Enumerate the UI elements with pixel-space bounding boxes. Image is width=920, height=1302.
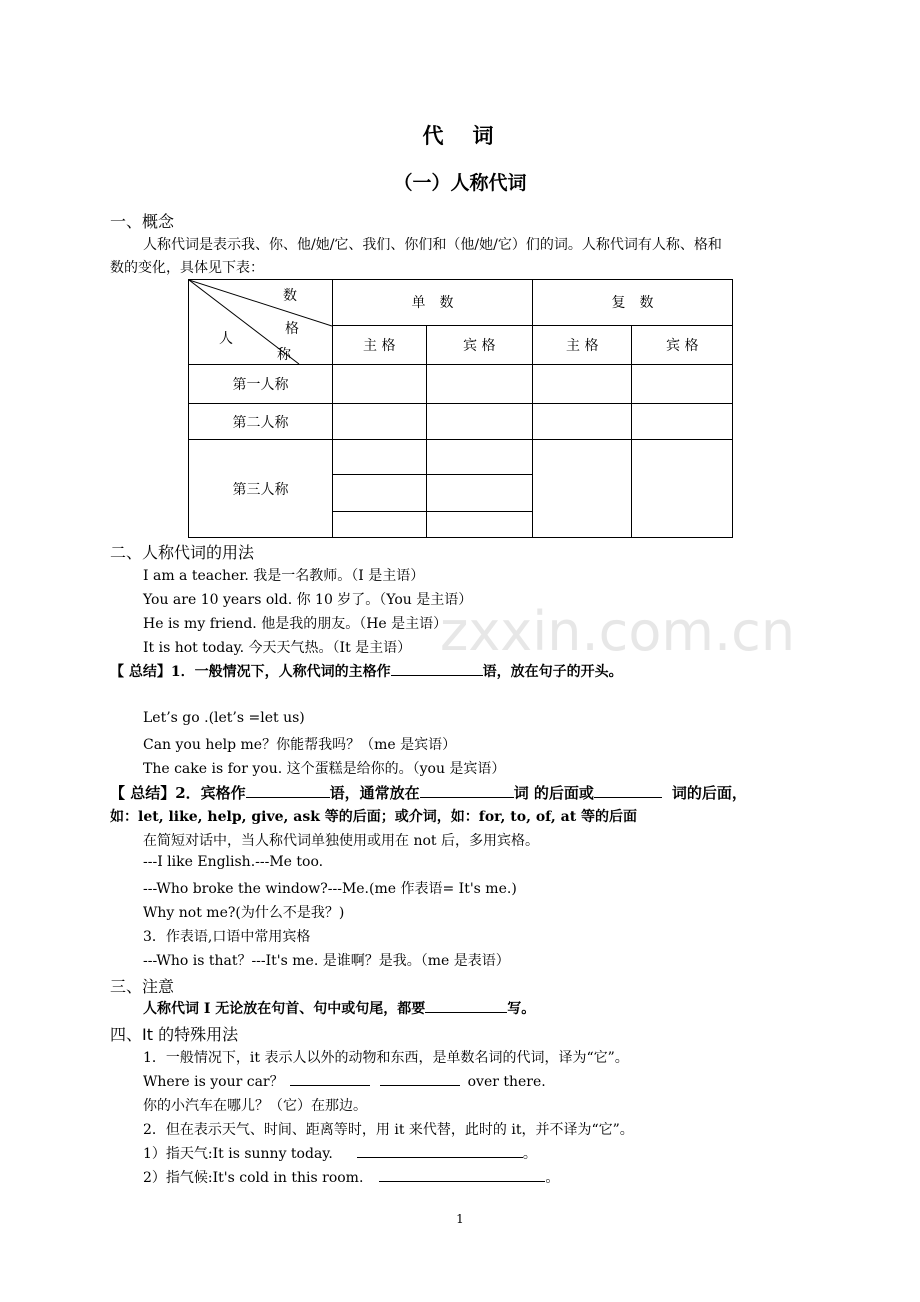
note-text-b: 写。 bbox=[507, 1001, 536, 1017]
summary-1-blank bbox=[391, 661, 483, 676]
header-singular-objective: 宾 格 bbox=[426, 325, 532, 364]
summary-2-text-b: 语，通常放在 bbox=[329, 784, 420, 802]
example-sentence: Can you help me？你能帮我吗？（me 是宾语） bbox=[143, 737, 457, 753]
usage-point-3: 3．作表语,口语中常用宾格 bbox=[143, 929, 311, 945]
summary-1-text-b: 语，放在句子的开头。 bbox=[482, 664, 623, 680]
table-cell bbox=[426, 512, 532, 538]
example-sentence: ---Who is that？---It's me. 是谁啊？是我。（me 是表语） bbox=[143, 953, 510, 969]
table-cell bbox=[333, 512, 427, 538]
example-sentence: Let’s go .(let’s =let us) bbox=[143, 710, 305, 726]
example-sentence: ---Who broke the window?---Me.(me 作表语= It's me.) bbox=[143, 881, 517, 897]
it-usage-point-2: 2．但在表示天气、时间、距离等时，用 it 来代替，此时的 it，并不译为“它”。 bbox=[143, 1122, 634, 1138]
table-cell bbox=[632, 404, 733, 440]
example-sentence: ---I like English.---Me too. bbox=[143, 854, 324, 870]
usage-note: 在简短对话中，当人称代词单独使用或用在 not 后，多用宾格。 bbox=[143, 833, 539, 849]
summary-2-blank-2 bbox=[420, 783, 514, 798]
corner-label-ren: 人 bbox=[219, 331, 233, 347]
it-example-line bbox=[143, 1071, 546, 1091]
it-example-blank-1 bbox=[290, 1071, 370, 1086]
header-singular-nominative: 主 格 bbox=[333, 325, 427, 364]
row-label-first-person: 第一人称 bbox=[189, 365, 333, 404]
section-heading-usage: 二、人称代词的用法 bbox=[110, 543, 255, 562]
it-weather-line bbox=[143, 1143, 537, 1163]
example-sentence: He is my friend. 他是我的朋友。（He 是主语） bbox=[143, 616, 448, 632]
summary-2-blank-3 bbox=[594, 783, 662, 798]
row-label-third-person: 第三人称 bbox=[189, 440, 333, 538]
corner-label-ge: 格 bbox=[285, 321, 299, 337]
header-plural: 复 数 bbox=[532, 280, 732, 326]
note-line bbox=[143, 998, 535, 1018]
table-cell bbox=[632, 365, 733, 404]
header-singular: 单 数 bbox=[333, 280, 533, 326]
table-cell bbox=[426, 440, 532, 475]
summary-2-text-d: 词的后面， bbox=[671, 784, 747, 802]
page-subtitle: （一）人称代词 bbox=[393, 172, 527, 194]
example-sentence: I am a teacher. 我是一名教师。（I 是主语） bbox=[143, 568, 425, 584]
it-weather-end: 。 bbox=[522, 1146, 537, 1162]
table-cell bbox=[426, 365, 532, 404]
example-sentence: You are 10 years old. 你 10 岁了。（You 是主语） bbox=[143, 592, 473, 608]
pronoun-table bbox=[188, 279, 733, 538]
row-label-second-person: 第二人称 bbox=[189, 404, 333, 440]
summary-1-text-a: 【 总结】1．一般情况下，人称代词的主格作 bbox=[110, 664, 391, 680]
summary-1 bbox=[110, 661, 623, 681]
concept-paragraph-line2: 数的变化，具体见下表： bbox=[110, 260, 264, 276]
it-climate-line bbox=[143, 1167, 559, 1187]
corner-label-shu: 数 bbox=[283, 288, 297, 304]
table-corner-cell bbox=[189, 280, 333, 365]
it-climate-text: 2）指气候:It's cold in this room. bbox=[143, 1170, 364, 1186]
page-title: 代 词 bbox=[422, 124, 498, 148]
section-heading-concept: 一、概念 bbox=[110, 212, 175, 231]
table-cell bbox=[632, 440, 733, 538]
header-plural-objective: 宾 格 bbox=[632, 325, 733, 364]
page-number: 1 bbox=[456, 1212, 464, 1226]
it-weather-blank bbox=[357, 1143, 523, 1158]
it-example-blank-2 bbox=[380, 1071, 460, 1086]
table-cell bbox=[426, 404, 532, 440]
it-example-translation: 你的小汽车在哪儿？（它）在那边。 bbox=[143, 1098, 367, 1114]
table-cell bbox=[532, 404, 632, 440]
it-weather-text: 1）指天气:It is sunny today. bbox=[143, 1146, 333, 1162]
it-example-text-a: Where is your car？ bbox=[143, 1074, 284, 1090]
summary-2-text-a: 【 总结】2．宾格作 bbox=[110, 784, 246, 802]
table-cell bbox=[532, 365, 632, 404]
example-sentence: It is hot today. 今天天气热。（It 是主语） bbox=[143, 640, 412, 656]
table-cell bbox=[532, 440, 632, 538]
header-plural-nominative: 主 格 bbox=[532, 325, 632, 364]
table-cell bbox=[426, 475, 532, 512]
example-sentence: The cake is for you. 这个蛋糕是给你的。（you 是宾语） bbox=[143, 761, 506, 777]
note-text-a: 人称代词 I 无论放在句首、句中或句尾，都要 bbox=[143, 1001, 426, 1017]
corner-label-cheng: 称 bbox=[277, 347, 291, 363]
section-heading-note: 三、注意 bbox=[110, 977, 175, 996]
it-climate-blank bbox=[379, 1167, 545, 1182]
table-cell bbox=[333, 404, 427, 440]
summary-2 bbox=[110, 782, 747, 803]
summary-2-text-c: 词 的后面或 bbox=[513, 784, 594, 802]
section-heading-it-usage: 四、It 的特殊用法 bbox=[110, 1025, 239, 1044]
table-cell bbox=[333, 475, 427, 512]
it-usage-point-1: 1．一般情况下，it 表示人以外的动物和东西，是单数名词的代词，译为“它”。 bbox=[143, 1050, 629, 1066]
table-cell bbox=[333, 365, 427, 404]
corner-diagonal-lines bbox=[189, 280, 332, 364]
it-climate-end: 。 bbox=[545, 1170, 560, 1186]
example-sentence: Why not me?(为什么不是我？) bbox=[143, 905, 345, 921]
summary-2-line2: 如：let, like, help, give, ask 等的后面；或介词，如：for, to, of, at 等的后面 bbox=[110, 809, 638, 825]
it-example-text-b: over there. bbox=[467, 1074, 546, 1090]
note-blank bbox=[425, 998, 507, 1013]
watermark: zxxin.com.cn bbox=[440, 600, 796, 663]
table-cell bbox=[333, 440, 427, 475]
concept-paragraph-line1: 人称代词是表示我、你、他/她/它、我们、你们和（他/她/它）们的词。人称代词有人称、格和 bbox=[143, 237, 722, 253]
summary-2-blank-1 bbox=[246, 783, 330, 798]
